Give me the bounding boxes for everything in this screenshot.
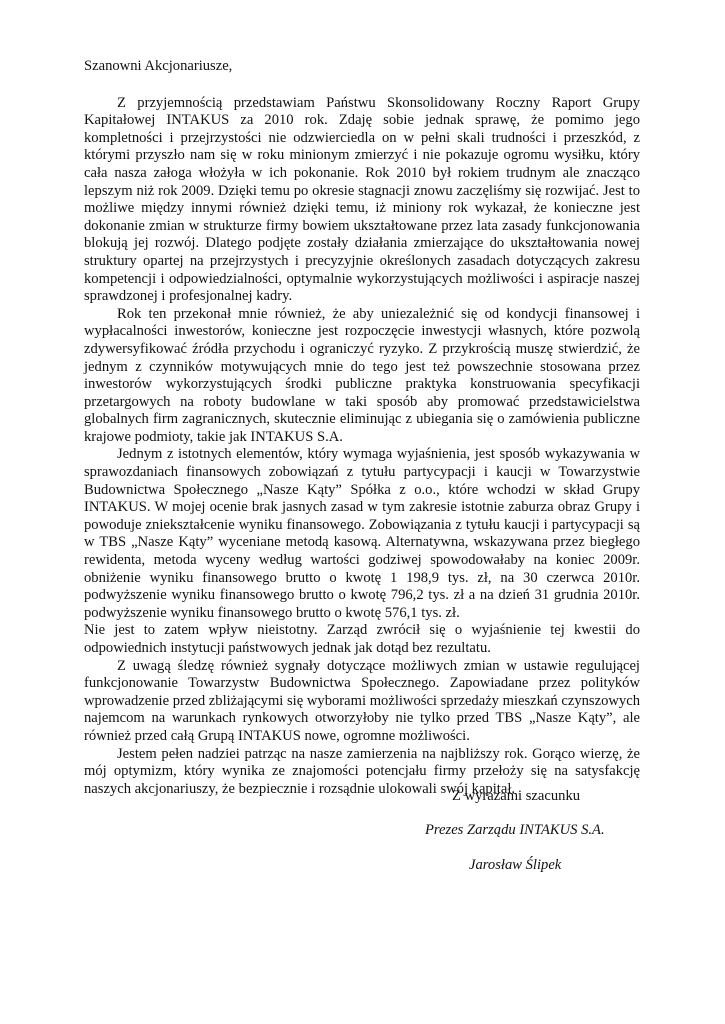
signatory-name: Jarosław Ślipek bbox=[469, 857, 562, 873]
letter-paragraph-4: Nie jest to zatem wpływ nieistotny. Zarząd zwrócił się o wyjaśnienie tej kwestii do odpowiednich instytucji państwowych jednak jak dotąd bez rezultatu. bbox=[84, 622, 640, 656]
letter-paragraph-1: Z przyjemnością przedstawiam Państwu Skonsolidowany Roczny Raport Grupy Kapitałowej INTAKUS za 2010 rok. Zdaję sobie jednak sprawę, że pomimo jego kompletności i przejrzystości nie odzwierciedla on w pełni skali trudności i przeszkód, z którymi przyszło nam się w roku minionym zmierzyć i nie pokazuje ogromu wysiłku, który cała nasza załoga włożyła w ich pokonanie. Rok 2010 był rokiem trudnym ale znacząco lepszym niż rok 2009. Dzięki temu po okresie stagnacji znowu zaczęliśmy się rozwijać. Jest to możliwe między innymi również dzięki temu, iż miniony rok wykazał, że konieczne jest dokonanie zmian w strukturze firmy bowiem ukształtowane przez lata zasady funkcjonowania blokują jej rozwój. Dlatego podjęte zostały działania zmierzające do ukształtowania nowej struktury opartej na przejrzystych i precyzyjnie określonych zasadach dotyczących zakresu kompetencji i odpowiedzialności, optymalnie wykorzystujących możliwości i aspiracje naszej sprawdzonej i profesjonalnej kadry. bbox=[84, 94, 640, 305]
letter-paragraph-5: Z uwagą śledzę również sygnały dotyczące możliwych zmian w ustawie regulującej funkcjonowanie Towarzystw Budownictwa Społecznego. Zapowiadane przez polityków wprowadzenie przed zbliżającymi się wyborami możliwości sprzedaży mieszkań czynszowych najemcom na warunkach rynkowych otworzyłoby nie tylko przed TBS „Nasze Kąty”, ale również przed całą Grupą INTAKUS nowe, ogromne możliwości. bbox=[84, 657, 640, 744]
letter-closing: Z wyrazami szacunku bbox=[452, 788, 581, 804]
letter-paragraph-2: Rok ten przekonał mnie również, że aby uniezależnić się od kondycji finansowej i wypłacalności inwestorów, konieczne jest rozpoczęcie inwestycji własnych, które pozwolą zdywersyfikować źródła przychodu i ograniczyć ryzyko. Z przykrością muszę stwierdzić, że jednym z czynników motywujących mnie do tego jest też powszechnie stosowana przez inwestorów wykorzystujących środki publiczne praktyka konstruowania specyfikacji przetargowych na roboty budowlane w taki sposób aby promować przedstawicielstwa globalnych firm zagranicznych, skutecznie eliminując z ubiegania się o zamówienia publiczne krajowe podmioty, takie jak INTAKUS S.A. bbox=[84, 305, 640, 445]
letter-paragraph-6: Jestem pełen nadziei patrząc na nasze zamierzenia na najbliższy rok. Gorąco wierzę, że mój optymizm, który wynika ze znajomości potencjału firmy przełoży się na satysfakcję naszych akcjonariuszy, że bezpiecznie i rozsądnie ulokowali swój kapitał. bbox=[84, 745, 640, 797]
letter-page bbox=[84, 58, 640, 873]
signatory-title: Prezes Zarządu INTAKUS S.A. bbox=[425, 822, 605, 838]
letter-paragraph-3: Jednym z istotnych elementów, który wymaga wyjaśnienia, jest sposób wykazywania w sprawozdaniach finansowych zobowiązań z tytułu partycypacji i kaucji w Towarzystwie Budownictwa Społecznego „Nasze Kąty” Spółka z o.o., które wchodzi w skład Grupy INTAKUS. W mojej ocenie brak jasnych zasad w tym zakresie istotnie zaburza obraz Grupy i powoduje zniekształcenie wyniku finansowego. Zobowiązania z tytułu kaucji i partycypacji są w TBS „Nasze Kąty” wyceniane metodą kasową. Alternatywna, wskazywana przez biegłego rewidenta, metoda wyceny według wartości godziwej spowodowałaby na koniec 2009r. obniżenie wyniku finansowego brutto o kwotę 1 198,9 tys. zł, na 30 czerwca 2010r. podwyższenie wyniku finansowego brutto o kwotę 796,2 tys. zł a na dzień 31 grudnia 2010r. podwyższenie wyniku finansowego brutto o kwotę 576,1 tys. zł. bbox=[84, 446, 640, 621]
letter-greeting: Szanowni Akcjonariusze, bbox=[84, 58, 233, 74]
